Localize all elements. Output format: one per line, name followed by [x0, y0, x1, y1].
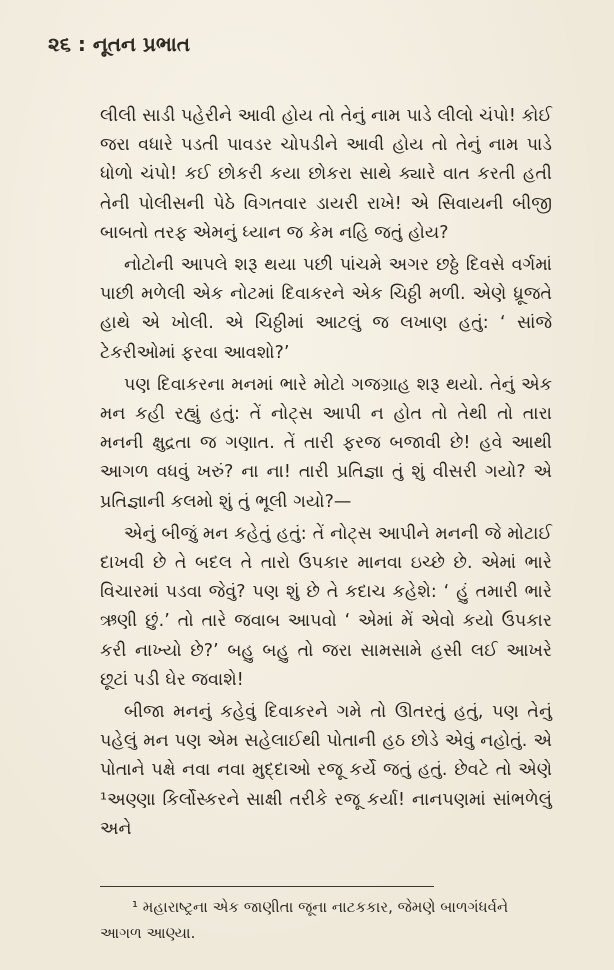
paragraph-1: લીલી સાડી પહેરીને આવી હોય તો તેનું નામ પાડે લીલો ચંપો! કોઈ જરા વધારે પડતી પાવડર ચોપડીને આવી હોય તો તેનું નામ પાડે ધોળો ચંપો! કઈ છોકરી કયા છોકરા સાથે ક્યારે વાત કરતી હતી તેની પોલીસની પેઠે વિગતવાર ડાયરી રાખે! એ સિવાયની બીજી બાબતો તરફ એમનું ધ્યાન જ કેમ નહિ જતું હોય? [100, 106, 552, 243]
footnote-divider [100, 886, 434, 887]
paragraph-4: એનું બીજું મન કહેતું હતું: તેં નોટ્સ આપીને મનની જે મોટાઈ દાખવી છે તે બદલ તે તારો ઉપકાર માનવા ઇચ્છે છે. એમાં ભારે વિચારમાં પડવા જેવું? પણ શું છે તે કદાચ કહેશે: ‘ હું તમારી ભારે ઋણી છું.’ તો તારે જવાબ આપવો ‘ એમાં મેં એવો કયો ઉપકાર કરી નાખ્યો છે?’ બહુ બહુ તો જરા સામસામે હસી લઈ આખરે છૂટાં પડી ઘેર જવાશે! [100, 523, 552, 690]
footnote: ¹ મહારાષ્ટ્રના એક જાણીતા જૂના નાટકકાર, જેમણે બાળગંધર્વને આગળ આણ્યા. [100, 898, 509, 942]
paragraph-5: બીજા મનનું કહેવું દિવાકરને ગમે તો ઊતરતું હતું, પણ તેનું પહેલું મન પણ એમ સહેલાઈથી પોતાની હઠ છોડે એવું નહોતું. એ પોતાને પક્ષે નવા નવા મુદ્દાઓ રજૂ કર્યે જતું હતું. છેવટે તો એણે ¹અણ્ણા કિર્લોસ્કરને સાક્ષી તરીકે રજૂ કર્યા! નાનપણમાં સાંભળેલું અને [100, 702, 552, 839]
paragraph-3: પણ દિવાકરના મનમાં ભારે મોટો ગજગ્રાહ શરૂ થયો. તેનું એક મન કહી રહ્યું હતું: તેં નોટ્સ આપી ન હોત તો તેથી તો તારા મનની ક્ષુદ્રતા જ ગણાત. તેં તારી ફરજ બજાવી છે! હવે આથી આગળ વધવું ખરું? ના ના! તારી પ્રતિજ્ઞા તું શું વીસરી ગયો? એ પ્રતિજ્ઞાની કલમો શું તું ભૂલી ગયો?— [100, 374, 552, 512]
paragraph-2: નોટોની આપલે શરૂ થયા પછી પાંચમે અગર છઠ્ઠે દિવસે વર્ગમાં પાછી મળેલી એક નોટમાં દિવાકરને એક ચિઠ્ઠી મળી. એણે ધ્રૂજતે હાથે એ ખોલી. એ ચિઠ્ઠીમાં આટલું જ લખાણ હતું: ‘ સાંજે ટેકરીઓમાં ફરવા આવશો?’ [100, 255, 552, 363]
running-head: ૨૬ : નૂતન પ્રભાત [48, 32, 191, 56]
body-text [100, 102, 552, 847]
